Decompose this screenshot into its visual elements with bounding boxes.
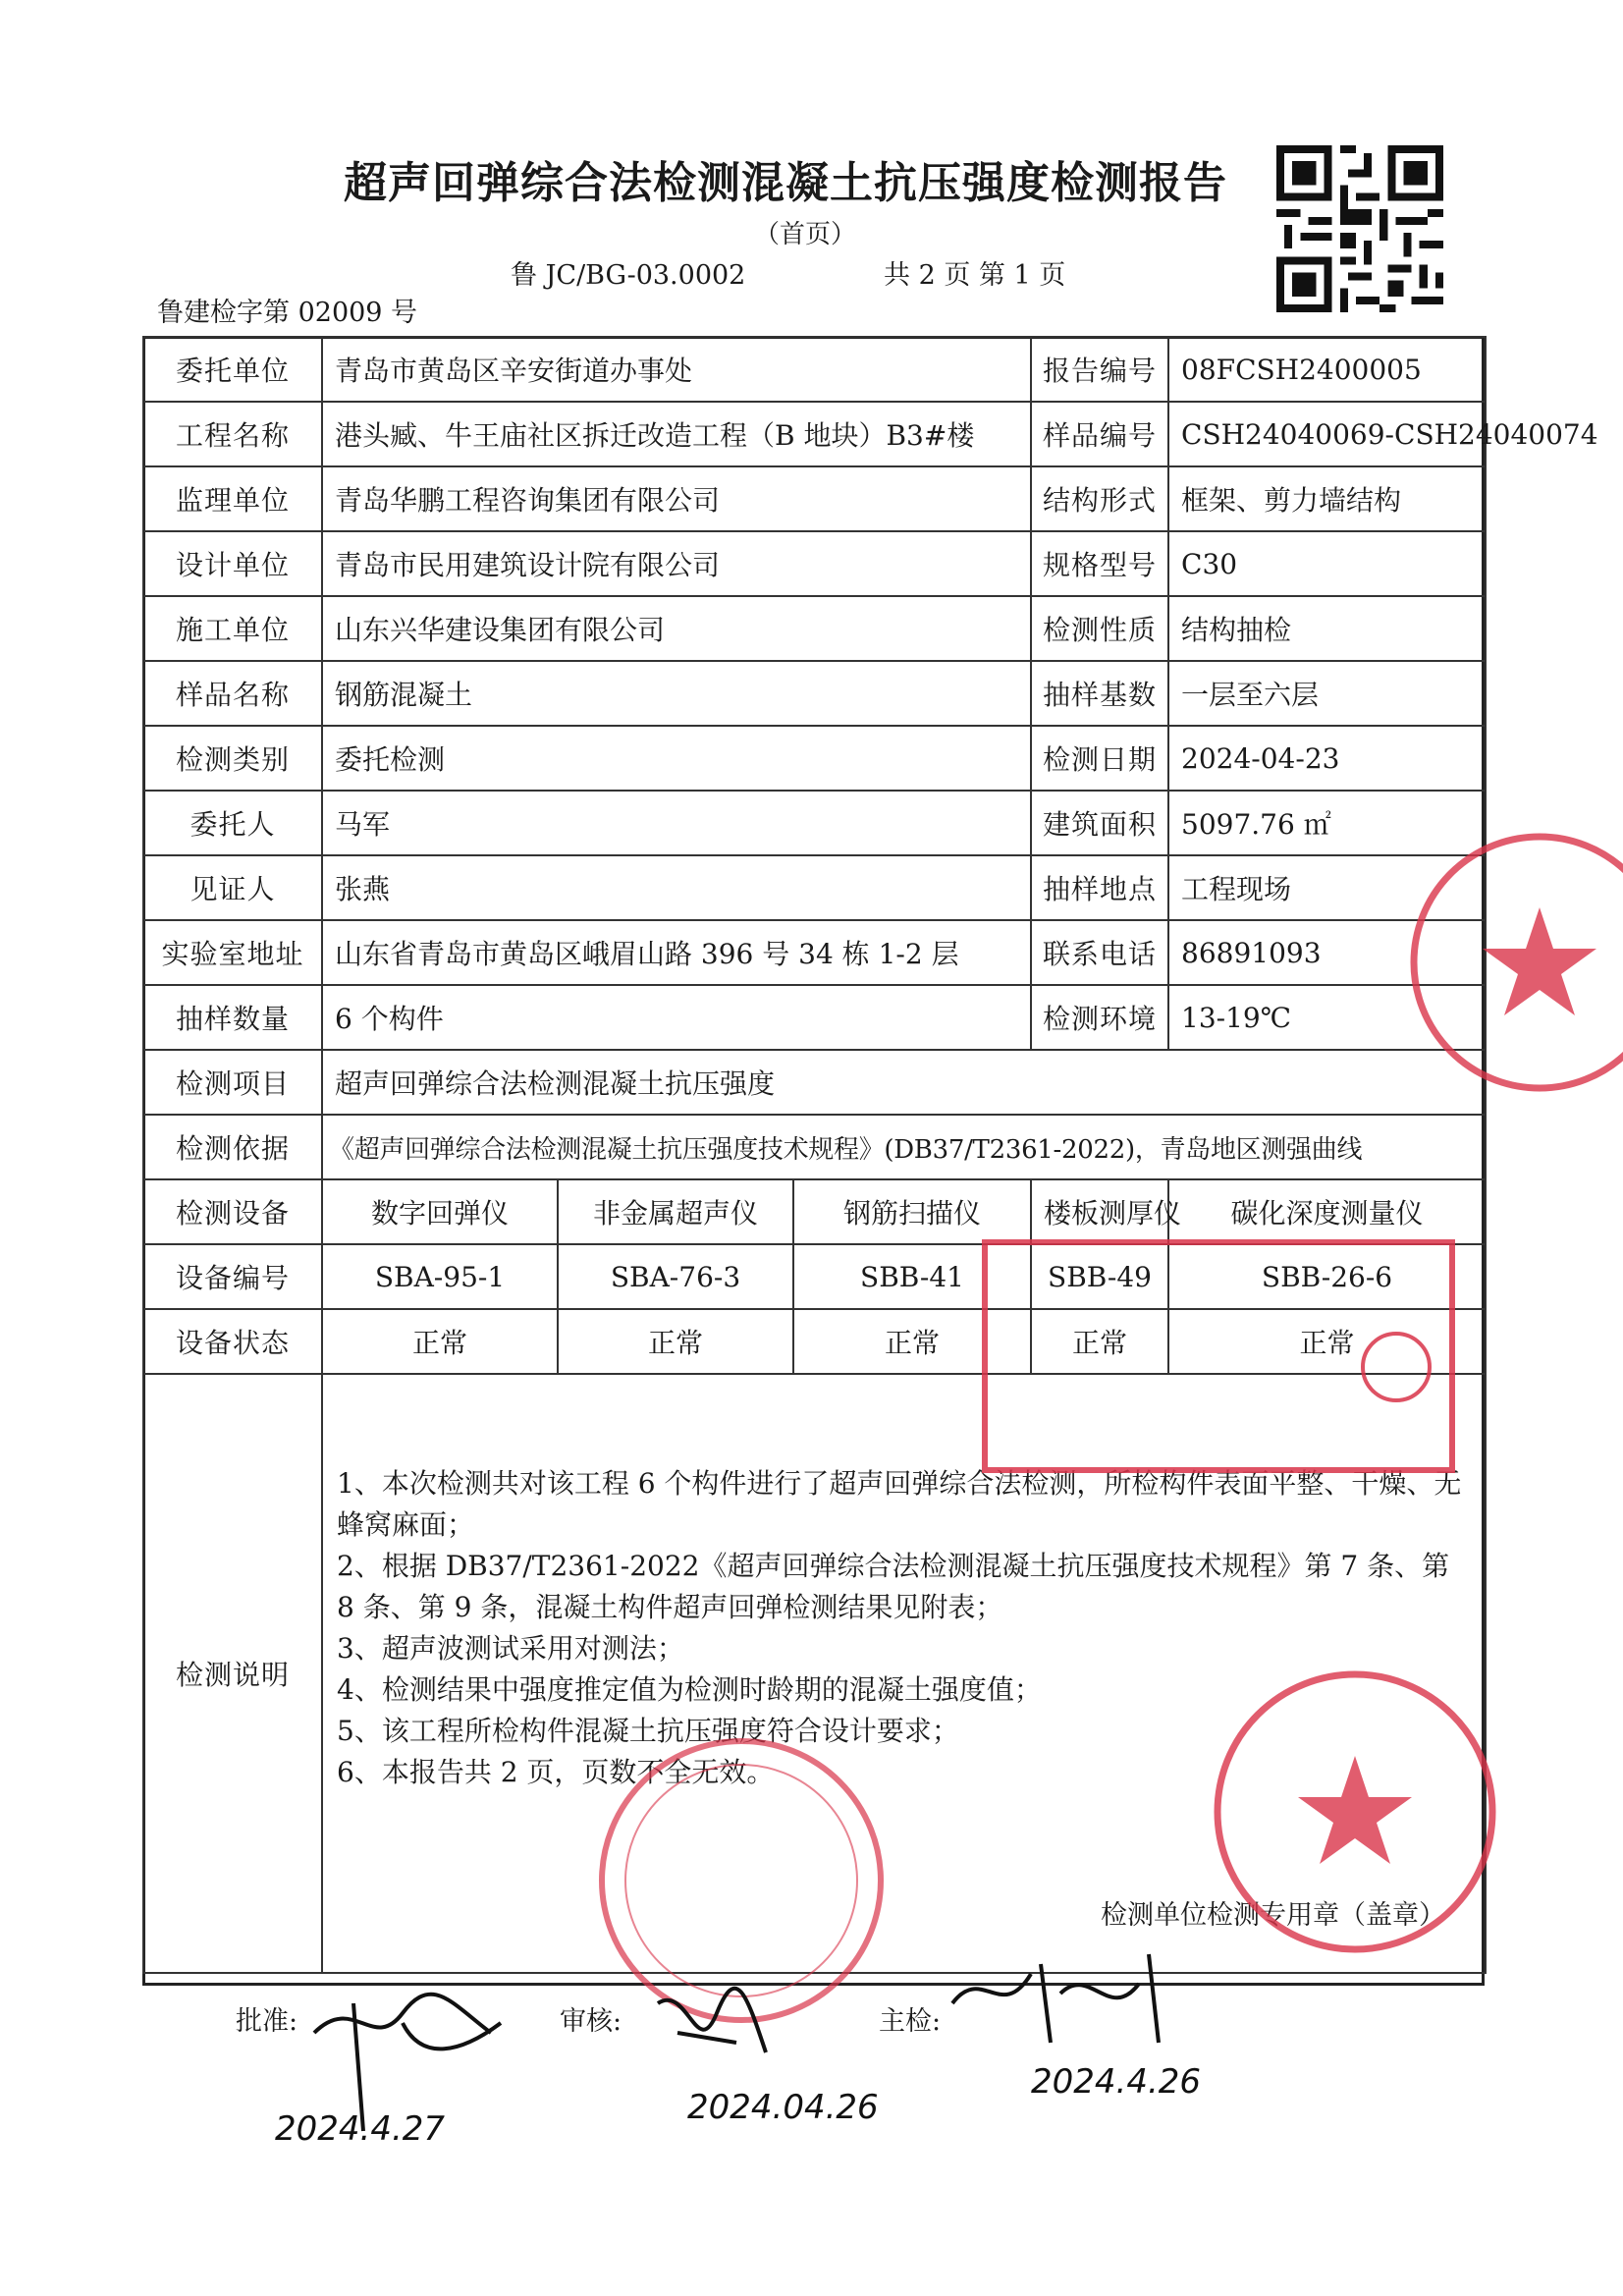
info-row — [143, 466, 1486, 531]
equipment-cell: SBA-76-3 — [558, 1244, 793, 1309]
equipment-cell: SBB-49 — [1031, 1244, 1168, 1309]
field-value: 山东省青岛市黄岛区峨眉山路 396 号 34 栋 1-2 层 — [322, 920, 1031, 985]
field-label: 检测性质 — [1031, 596, 1168, 661]
equipment-cell: SBA-95-1 — [322, 1244, 558, 1309]
field-value: 青岛市黄岛区辛安街道办事处 — [322, 337, 1031, 402]
notes-content — [322, 1374, 1486, 1973]
field-label: 实验室地址 — [143, 920, 322, 985]
field-label: 抽样地点 — [1031, 855, 1168, 920]
field-value: 6 个构件 — [322, 985, 1031, 1050]
test-basis-value: 《超声回弹综合法检测混凝土抗压强度技术规程》(DB37/T2361-2022)，青岛地区测强曲线 — [322, 1115, 1486, 1179]
note-item: 3、超声波测试采用对测法； — [337, 1632, 684, 1665]
info-row — [143, 791, 1486, 855]
note-item: 5、该工程所检构件混凝土抗压强度符合设计要求； — [337, 1715, 959, 1747]
report-title: 超声回弹综合法检测混凝土抗压强度检测报告 — [344, 158, 1227, 208]
field-label: 设计单位 — [143, 531, 322, 596]
form-code: 鲁 JC/BG-03.0002 — [511, 260, 746, 291]
field-label: 抽样基数 — [1031, 661, 1168, 726]
approve-label: 批准: — [236, 2006, 298, 2037]
field-value: 马军 — [322, 791, 1031, 855]
test-item-label: 检测项目 — [143, 1050, 322, 1115]
field-value: 青岛市民用建筑设计院有限公司 — [322, 531, 1031, 596]
review-label: 审核: — [560, 2006, 622, 2037]
field-value: 86891093 — [1168, 920, 1486, 985]
field-value: 钢筋混凝土 — [322, 661, 1031, 726]
note-item: 1、本次检测共对该工程 6 个构件进行了超声回弹综合法检测，所检构件表面平整、干燥、无蜂窝麻面； — [337, 1467, 1462, 1541]
equipment-cell: SBB-41 — [793, 1244, 1031, 1309]
field-label: 检测类别 — [143, 726, 322, 791]
field-value: 框架、剪力墙结构 — [1168, 466, 1486, 531]
field-value: CSH24040069-CSH24040074 — [1168, 402, 1486, 466]
report-subtitle: （首页） — [753, 220, 856, 249]
equipment-ids-row — [143, 1244, 1486, 1309]
info-row — [143, 402, 1486, 466]
equipment-cell: 正常 — [793, 1309, 1031, 1374]
field-label: 委托单位 — [143, 337, 322, 402]
info-row — [143, 531, 1486, 596]
equipment-cell: 正常 — [558, 1309, 793, 1374]
test-basis-row — [143, 1115, 1486, 1179]
field-label: 检测日期 — [1031, 726, 1168, 791]
info-row — [143, 920, 1486, 985]
field-label: 报告编号 — [1031, 337, 1168, 402]
equipment-cell: 数字回弹仪 — [322, 1179, 558, 1244]
field-label: 样品编号 — [1031, 402, 1168, 466]
review-signature — [648, 1974, 785, 2082]
equipment-names-row — [143, 1179, 1486, 1244]
note-item: 2、根据 DB37/T2361-2022《超声回弹综合法检测混凝土抗压强度技术规程》第 7 条、第 8 条、第 9 条，混凝土构件超声回弹检测结果见附表； — [337, 1550, 1450, 1623]
field-value: 一层至六层 — [1168, 661, 1486, 726]
field-label: 见证人 — [143, 855, 322, 920]
equipment-row-label: 检测设备 — [143, 1179, 322, 1244]
equipment-cell: 楼板测厚仪 — [1031, 1179, 1168, 1244]
page-info: 共 2 页 第 1 页 — [884, 260, 1066, 291]
info-row — [143, 726, 1486, 791]
field-value: 山东兴华建设集团有限公司 — [322, 596, 1031, 661]
equipment-cell: 非金属超声仪 — [558, 1179, 793, 1244]
field-value: 08FCSH2400005 — [1168, 337, 1486, 402]
field-value: C30 — [1168, 531, 1486, 596]
field-value: 13-19℃ — [1168, 985, 1486, 1050]
info-row — [143, 985, 1486, 1050]
field-value: 委托检测 — [322, 726, 1031, 791]
field-label: 结构形式 — [1031, 466, 1168, 531]
test-item-row — [143, 1050, 1486, 1115]
field-label: 委托人 — [143, 791, 322, 855]
field-value: 青岛华鹏工程咨询集团有限公司 — [322, 466, 1031, 531]
equipment-rows — [143, 1179, 1486, 1374]
equipment-cell: 正常 — [322, 1309, 558, 1374]
equipment-cell: 碳化深度测量仪 — [1168, 1179, 1486, 1244]
permit-number: 鲁建检字第 02009 号 — [157, 298, 418, 328]
equipment-row-label: 设备编号 — [143, 1244, 322, 1309]
review-date: 2024.04.26 — [687, 2088, 879, 2127]
equipment-cell: 正常 — [1168, 1309, 1486, 1374]
field-label: 联系电话 — [1031, 920, 1168, 985]
field-label: 工程名称 — [143, 402, 322, 466]
test-basis-label: 检测依据 — [143, 1115, 322, 1179]
field-label: 施工单位 — [143, 596, 322, 661]
field-value: 5097.76 ㎡ — [1168, 791, 1486, 855]
note-item: 4、检测结果中强度推定值为检测时龄期的混凝土强度值； — [337, 1673, 1042, 1706]
info-row — [143, 337, 1486, 402]
qr-code-icon — [1276, 145, 1443, 312]
equipment-cell: 正常 — [1031, 1309, 1168, 1374]
field-label: 规格型号 — [1031, 531, 1168, 596]
info-row — [143, 855, 1486, 920]
field-value: 港头臧、牛王庙社区拆迁改造工程（B 地块）B3#楼 — [322, 402, 1031, 466]
notes-label: 检测说明 — [143, 1374, 322, 1973]
notes-row — [143, 1374, 1486, 1973]
info-row — [143, 661, 1486, 726]
equipment-row-label: 设备状态 — [143, 1309, 322, 1374]
field-label: 检测环境 — [1031, 985, 1168, 1050]
field-label: 样品名称 — [143, 661, 322, 726]
test-date: 2024.4.26 — [1031, 2062, 1202, 2102]
field-value: 结构抽检 — [1168, 596, 1486, 661]
report-table — [142, 336, 1598, 1974]
equipment-cell: SBB-26-6 — [1168, 1244, 1486, 1309]
test-item-value: 超声回弹综合法检测混凝土抗压强度 — [322, 1050, 1486, 1115]
field-label: 监理单位 — [143, 466, 322, 531]
note-item: 6、本报告共 2 页，页数不全无效。 — [337, 1756, 775, 1788]
equipment-cell: 钢筋扫描仪 — [793, 1179, 1031, 1244]
approve-date: 2024.4.27 — [275, 2109, 446, 2149]
field-value: 2024-04-23 — [1168, 726, 1486, 791]
info-rows — [143, 337, 1598, 1050]
field-label: 抽样数量 — [143, 985, 322, 1050]
field-label: 建筑面积 — [1031, 791, 1168, 855]
equipment-status-row — [143, 1309, 1486, 1374]
test-label: 主检: — [879, 2006, 942, 2037]
info-row — [143, 596, 1486, 661]
notes-list — [337, 1463, 1473, 1793]
seal-note: 检测单位检测专用章（盖章） — [1101, 1900, 1446, 1931]
field-value: 工程现场 — [1168, 855, 1486, 920]
field-value: 张燕 — [322, 855, 1031, 920]
